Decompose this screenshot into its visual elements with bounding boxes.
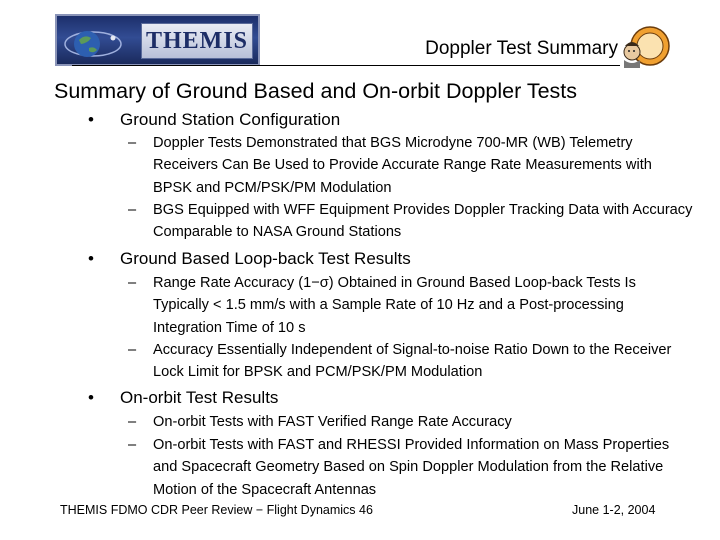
- list-item-text: On-orbit Tests with FAST Verified Range Rate Accuracy: [153, 414, 512, 430]
- bullet-marker: •: [88, 110, 94, 129]
- bullet-marker: •: [88, 388, 94, 407]
- list-item-text: BGS Equipped with WFF Equipment Provides Doppler Tracking Data with Accuracy Comparable to NASA Ground Stations: [153, 202, 693, 241]
- earth-orbit-icon: [63, 20, 125, 62]
- logo-wordmark: THEMIS: [141, 23, 253, 59]
- dash-marker: –: [128, 342, 137, 358]
- slide-title: Summary of Ground Based and On-orbit Doppler Tests: [54, 79, 578, 103]
- bullet-marker: •: [88, 249, 94, 268]
- header-divider: [72, 65, 620, 66]
- footer-left: THEMIS FDMO CDR Peer Review − Flight Dynamics 46: [60, 503, 373, 517]
- dash-marker: –: [128, 135, 137, 151]
- themis-mascot-logo: [620, 20, 672, 68]
- dash-marker: –: [128, 437, 137, 453]
- header-title: Doppler Test Summary: [425, 38, 618, 59]
- list-item-text: Accuracy Essentially Independent of Signal-to-noise Ratio Down to the Receiver Lock Limit for BPSK and PCM/PSK/PM Modulation: [153, 342, 672, 381]
- themis-logo: [55, 14, 260, 66]
- footer-date: June 1-2, 2004: [572, 503, 656, 517]
- section-heading: On-orbit Test Results: [120, 388, 279, 407]
- dash-marker: –: [128, 414, 137, 430]
- dash-marker: –: [128, 275, 137, 291]
- list-item-text: On-orbit Tests with FAST and RHESSI Provided Information on Mass Properties and Spacecraft Geometry Based on Spin Doppler Modulation from the Relative Motion of the Spacecraft Antennas: [153, 437, 670, 498]
- list-item-text: Doppler Tests Demonstrated that BGS Microdyne 700-MR (WB) Telemetry Receivers Can Be Used to Provide Accurate Range Rate Measurements with BPSK and PCM/PSK/PM Modulation: [153, 135, 652, 196]
- section-heading: Ground Station Configuration: [120, 110, 341, 129]
- section-heading: Ground Based Loop-back Test Results: [120, 249, 411, 268]
- list-item-text: Range Rate Accuracy (1−σ) Obtained in Ground Based Loop-back Tests Is Typically < 1.5 mm/s with a Sample Rate of 10 Hz and a Post-processing Integration Time of 10 s: [153, 275, 636, 336]
- dash-marker: –: [128, 202, 137, 218]
